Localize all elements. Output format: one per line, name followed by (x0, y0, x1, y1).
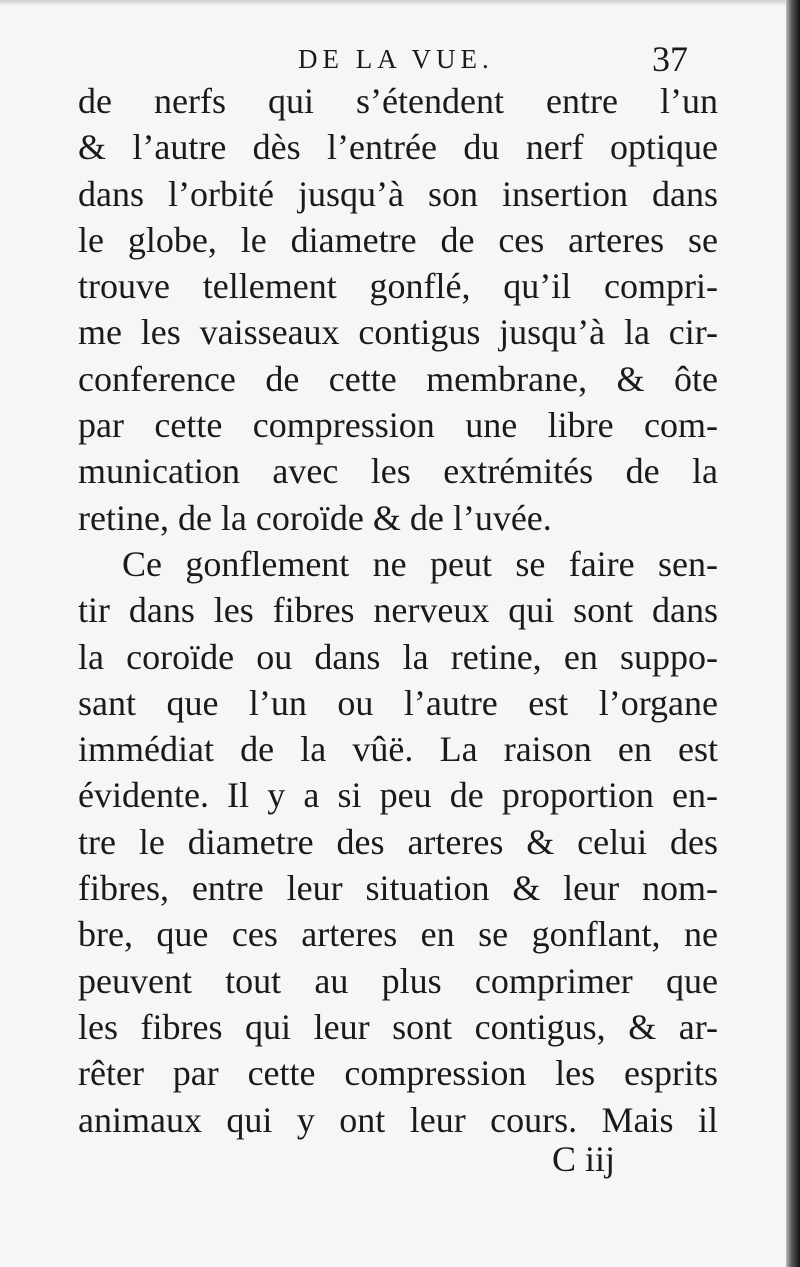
text-line: dans l’orbité jusqu’à son insertion dans (78, 173, 718, 214)
text-line: animaux qui y ont leur cours. Mais il (78, 1099, 718, 1140)
body-text (78, 78, 718, 1143)
text-line: la coroïde ou dans la retine, en suppo- (78, 636, 718, 677)
text-line: peuvent tout au plus comprimer que (78, 960, 718, 1001)
text-line: conference de cette membrane, & ôte (78, 358, 718, 399)
text-line: tir dans les fibres nerveux qui sont dans (78, 590, 718, 631)
text-line: le globe, le diametre de ces arteres se (78, 219, 718, 260)
text-line: par cette compression une libre com- (78, 405, 718, 446)
text-line: tre le diametre des arteres & celui des (78, 821, 718, 862)
text-line: munication avec les extrémités de la (78, 451, 718, 492)
text-line: évidente. Il y a si peu de proportion en- (78, 775, 718, 816)
text-line: fibres, entre leur situation & leur nom- (78, 868, 718, 909)
page-number: 37 (652, 39, 688, 79)
signature-mark: C iij (552, 1139, 616, 1179)
paragraph-1 (78, 78, 718, 541)
running-head: DE LA VUE. (298, 44, 494, 74)
text-line: me les vaisseaux contigus jusqu’à la cir- (78, 312, 718, 353)
scan-edge-right (786, 0, 800, 1267)
text-line: rêter par cette compression les esprits (78, 1053, 718, 1094)
text-line: de nerfs qui s’étendent entre l’un (78, 81, 718, 121)
text-line: trouve tellement gonflé, qu’il compri- (78, 266, 718, 307)
paragraph-2 (78, 541, 718, 1143)
text-line: bre, que ces arteres en se gonflant, ne (78, 914, 718, 955)
text-line: Ce gonflement ne peut se faire sen- (122, 543, 718, 584)
text-line: & l’autre dès l’entrée du nerf optique (78, 127, 718, 168)
scan-edge-top (0, 0, 800, 6)
text-line: les fibres qui leur sont contigus, & ar- (78, 1006, 718, 1047)
text-line: immédiat de la vûë. La raison en est (78, 729, 718, 770)
text-line: sant que l’un ou l’autre est l’organe (78, 682, 718, 723)
text-line: retine, de la coroïde & de l’uvée. (78, 497, 552, 538)
